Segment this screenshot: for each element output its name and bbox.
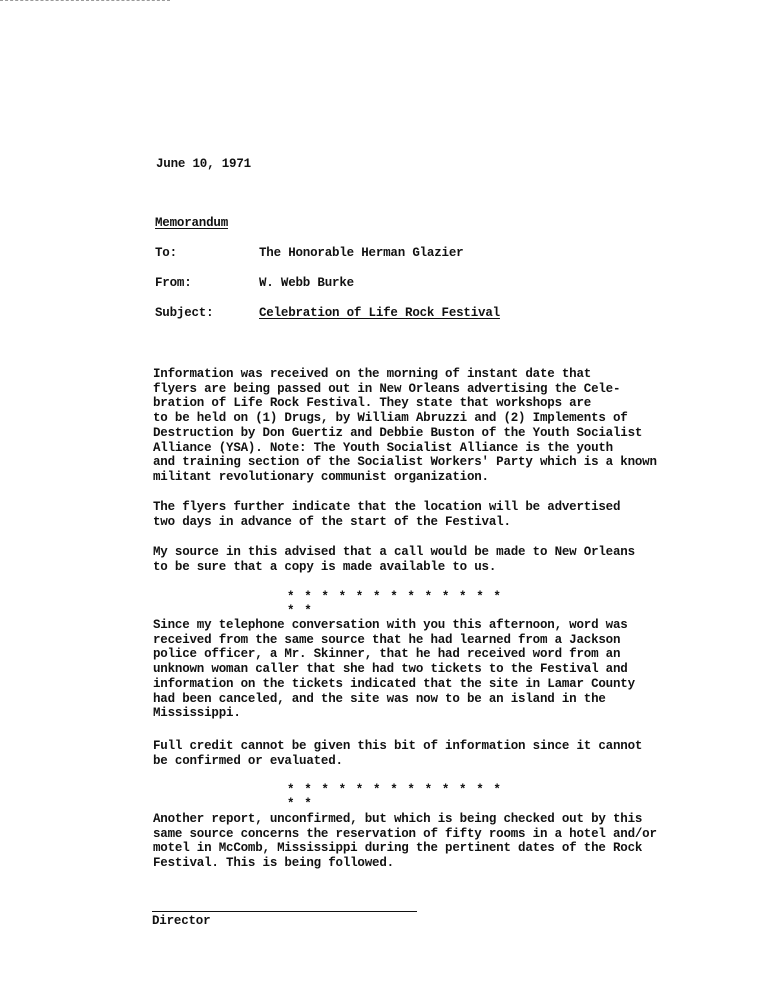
to-value: The Honorable Herman Glazier	[259, 246, 464, 260]
from-label: From:	[155, 276, 192, 290]
paragraph-location-advertised: The flyers further indicate that the location will be advertised two days in advance of the start of the Festival.	[153, 500, 621, 529]
from-value: W. Webb Burke	[259, 276, 354, 290]
paragraph-full-credit: Full credit cannot be given this bit of information since it cannot be confirmed or evaluated.	[153, 739, 643, 768]
subject-label: Subject:	[155, 306, 214, 320]
paragraph-flyers-workshops: Information was received on the morning of instant date that flyers are being passed out in New Orleans advertising the Cele- bration of Life Rock Festival. They state that workshops are to be held on (1) Drugs, by William Abruzzi and (2) Implements of Destruction by Don Guertiz and Debbie Buston of the Youth Socialist Alliance (YSA). Note: The Youth Socialist Alliance is the youth and training section of the Socialist Workers' Party which is a known militant revolutionary communist organization.	[153, 367, 657, 484]
memo-date: June 10, 1971	[156, 157, 251, 171]
memo-heading: Memorandum	[155, 216, 229, 230]
paragraph-telephone-conversation: Since my telephone conversation with you this afternoon, word was received from the same source that he had learned from a Jackson police officer, a Mr. Skinner, that he had received word from an unknown woman caller that she had two tickets to the Festival and information on the tickets indicated that the site in Lamar County had been canceled, and the site was now to be an island in the Mississippi.	[153, 618, 635, 721]
separator-stars-2: * * * * * * * * * * * * * * *	[287, 783, 503, 811]
to-label: To:	[155, 246, 177, 260]
page-top-border	[0, 0, 170, 1]
paragraph-source-call: My source in this advised that a call would be made to New Orleans to be sure that a copy is made available to us.	[153, 545, 635, 574]
paragraph-hotel-reservation: Another report, unconfirmed, but which is being checked out by this same source concerns the reservation of fifty rooms in a hotel and/or motel in McComb, Mississippi during the pertinent dates of the Rock Festival. This is being followed.	[153, 812, 657, 871]
signature-title: Director	[152, 914, 211, 928]
signature-line	[152, 911, 417, 912]
separator-stars: * * * * * * * * * * * * * * *	[287, 590, 503, 618]
subject-value: Celebration of Life Rock Festival	[259, 306, 500, 320]
